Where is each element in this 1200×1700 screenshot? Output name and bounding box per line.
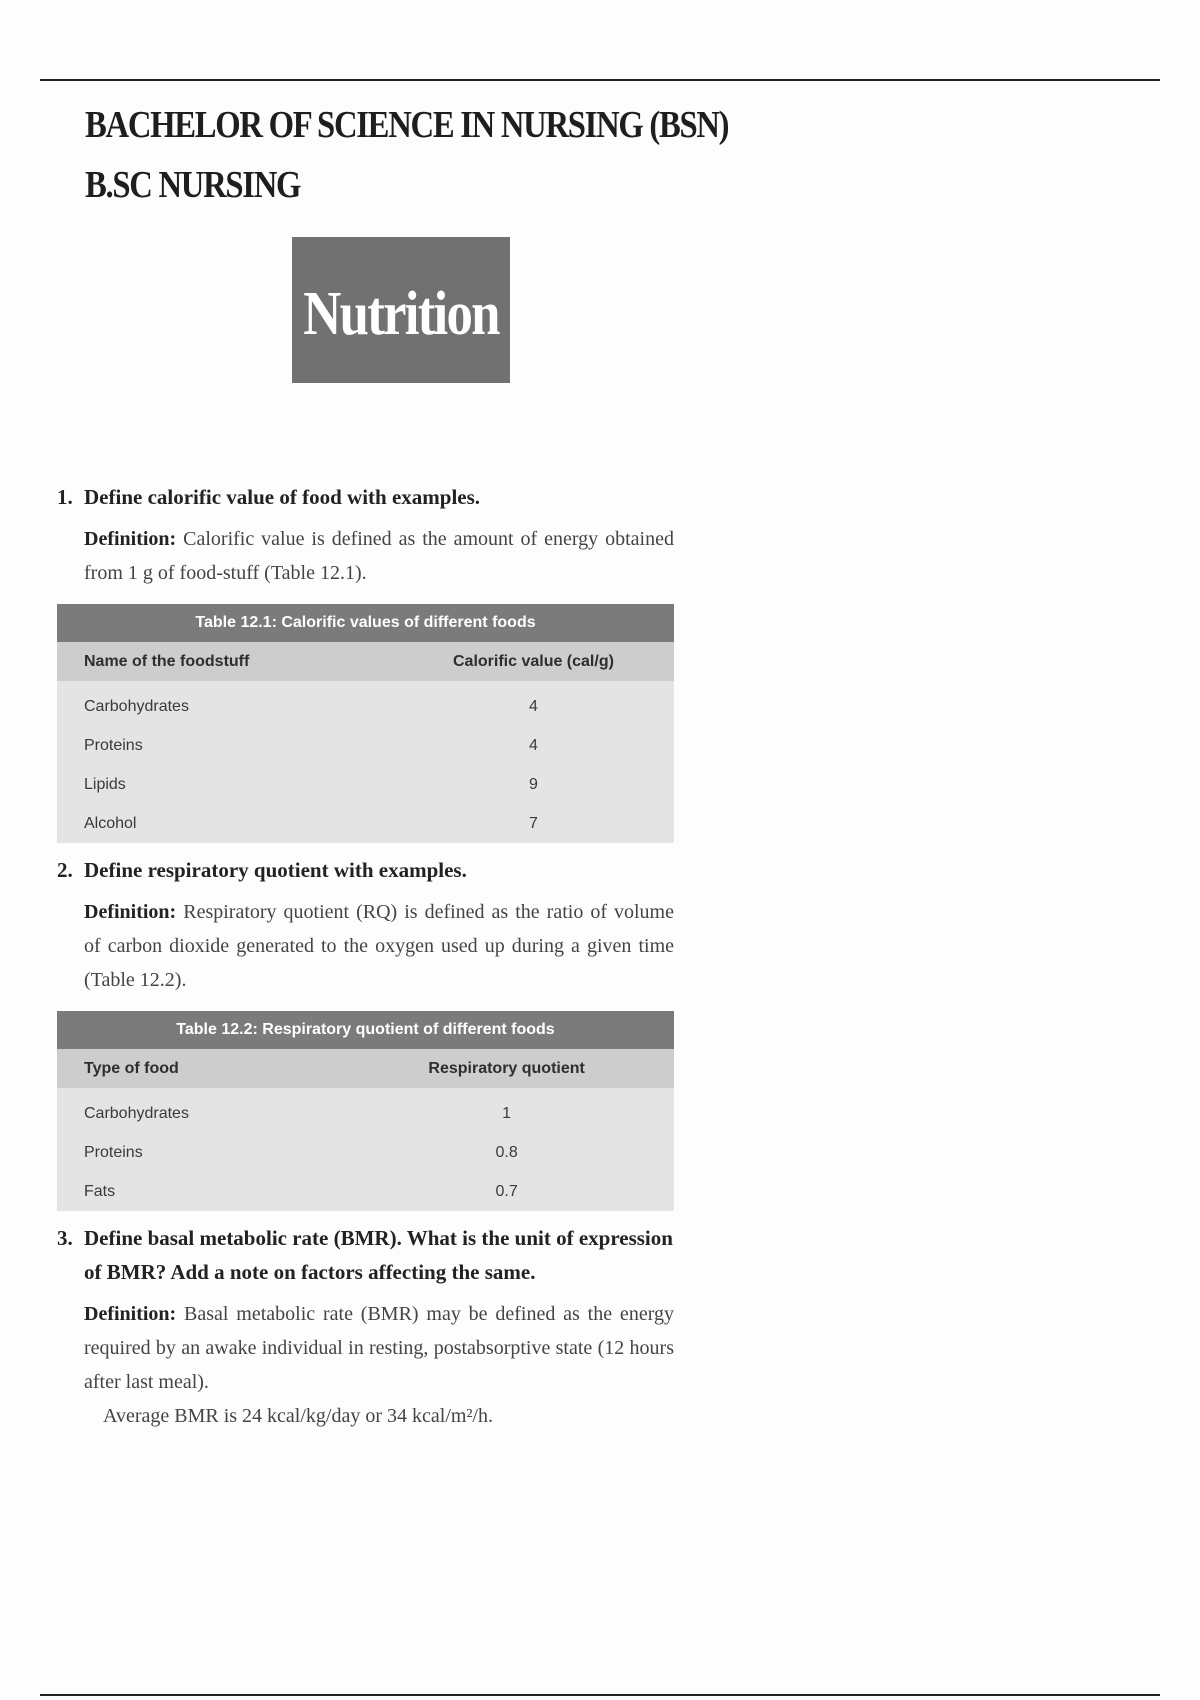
heading-line-2: B.SC NURSING	[85, 164, 301, 206]
table-row	[57, 726, 674, 765]
chapter-title-box	[292, 237, 510, 383]
definition-paragraph	[84, 522, 674, 590]
table-cell: 1	[339, 1088, 674, 1133]
table-cell: Carbohydrates	[57, 681, 393, 726]
column-header: Calorific value (cal/g)	[393, 642, 674, 681]
table-cell: Proteins	[57, 726, 393, 765]
column-header: Respiratory quotient	[339, 1049, 674, 1088]
question-2	[57, 853, 674, 887]
heading-line-1: BACHELOR OF SCIENCE IN NURSING (BSN)	[85, 104, 729, 146]
table-row	[57, 1133, 674, 1172]
table-header-row	[57, 642, 674, 681]
definition-label: Definition:	[84, 1303, 177, 1325]
definition-paragraph	[84, 895, 674, 997]
table-row	[57, 1172, 674, 1211]
table-cell: 4	[393, 726, 674, 765]
chapter-title: Nutrition	[303, 279, 499, 348]
table-cell: Lipids	[57, 765, 393, 804]
question-number: 1.	[57, 485, 73, 509]
table-cell: 0.7	[339, 1172, 674, 1211]
question-3	[57, 1221, 674, 1289]
bottom-rule	[40, 1694, 1160, 1696]
question-number: 3.	[57, 1226, 73, 1250]
column-header: Name of the foodstuff	[57, 642, 393, 681]
table-cell: 4	[393, 681, 674, 726]
question-text: Define respiratory quotient with examples.	[84, 858, 467, 882]
definition-label: Definition:	[84, 528, 177, 550]
table-cell: Alcohol	[57, 804, 393, 843]
table-caption: Table 12.2: Respiratory quotient of different foods	[57, 1011, 674, 1049]
table-cell: Carbohydrates	[57, 1088, 339, 1133]
table-row	[57, 804, 674, 843]
top-rule	[40, 79, 1160, 81]
table-row	[57, 1088, 674, 1133]
definition-text: Calorific value is defined as the amount of energy obtained from 1 g of food-stuff (Table 12.1).	[84, 528, 674, 584]
respiratory-quotient-table	[57, 1011, 674, 1211]
definition-paragraph	[84, 1297, 674, 1399]
question-1	[57, 480, 674, 514]
question-number: 2.	[57, 858, 73, 882]
question-text: Define calorific value of food with examples.	[84, 485, 481, 509]
calorific-values-table	[57, 604, 674, 843]
average-bmr-note: Average BMR is 24 kcal/kg/day or 34 kcal/m²/h.	[103, 1405, 493, 1427]
table-cell: 7	[393, 804, 674, 843]
table-cell: 9	[393, 765, 674, 804]
table-cell: Proteins	[57, 1133, 339, 1172]
document-heading	[85, 95, 833, 215]
column-header: Type of food	[57, 1049, 339, 1088]
table-cell: Fats	[57, 1172, 339, 1211]
definition-label: Definition:	[84, 901, 177, 923]
table-row	[57, 681, 674, 726]
question-text: Define basal metabolic rate (BMR). What is the unit of expression of BMR? Add a note on factors affecting the same.	[84, 1226, 673, 1284]
content	[57, 480, 674, 1433]
definition-text: Basal metabolic rate (BMR) may be defined as the energy required by an awake individual in resting, postabsorptive state (12 hours after last meal).	[84, 1303, 674, 1393]
table-cell: 0.8	[339, 1133, 674, 1172]
definition-text: Respiratory quotient (RQ) is defined as the ratio of volume of carbon dioxide generated to the oxygen used up during a given time (Table 12.2).	[84, 901, 674, 991]
table-caption: Table 12.1: Calorific values of different foods	[57, 604, 674, 642]
table-row	[57, 765, 674, 804]
table-header-row	[57, 1049, 674, 1088]
